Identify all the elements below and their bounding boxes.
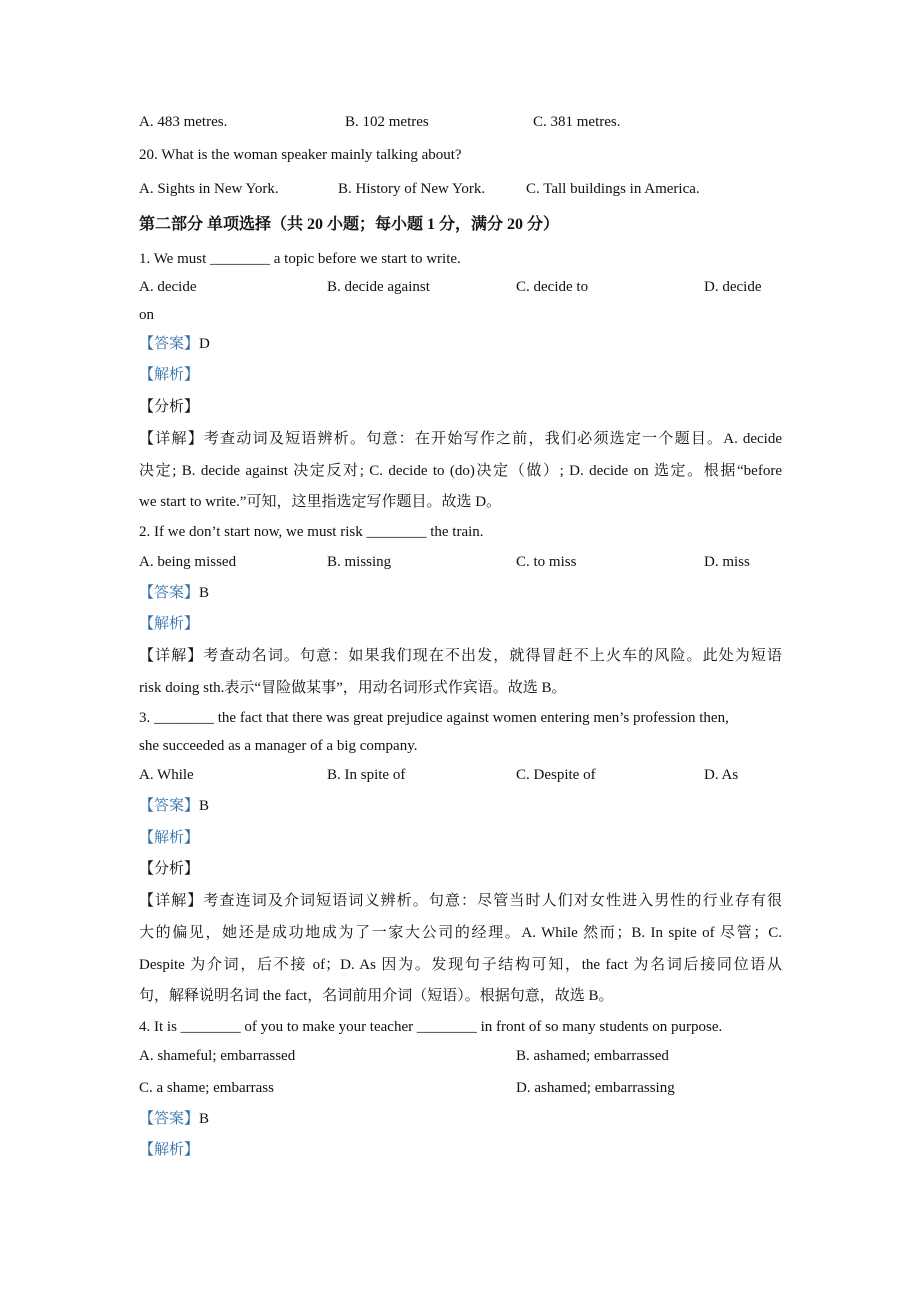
detail-label: 【详解】 — [139, 431, 204, 447]
detail-label: 【详解】 — [139, 893, 204, 909]
q1-option-d: D. decide — [704, 279, 762, 295]
q3-analysis-label: 【解析】 — [139, 830, 200, 846]
q19-option-c: C. 381 metres. — [533, 114, 621, 130]
q4-analysis-label: 【解析】 — [139, 1142, 200, 1158]
q3-detail-line-1 — [139, 891, 782, 911]
q4-option-a: A. shameful; embarrassed — [139, 1048, 296, 1064]
q1-answer — [139, 334, 210, 354]
q3-option-d: D. As — [704, 767, 739, 783]
q2-option-c: C. to miss — [516, 554, 577, 570]
q1-detail-line-2: 决定; B. decide against 决定反对; C. decide to (do)决定（做）; D. decide on 选定。根据“before — [139, 463, 782, 479]
q4-option-c: C. a shame; embarrass — [139, 1080, 274, 1096]
q3-stem-line-1: 3. ________ the fact that there was great prejudice against women entering men’s profession then, — [139, 710, 729, 726]
q1-answer-value: D — [199, 336, 210, 352]
q2-option-a: A. being missed — [139, 554, 237, 570]
detail-label: 【详解】 — [139, 648, 204, 664]
q3-option-c: C. Despite of — [516, 767, 596, 783]
q2-answer-value: B — [199, 585, 210, 601]
answer-label: 【答案】 — [139, 798, 200, 814]
section-title: 第二部分 单项选择（共 20 小题；每小题 1 分，满分 20 分） — [139, 216, 560, 233]
q3-option-a: A. While — [139, 767, 194, 783]
q1-detail-text-1: 考查动词及短语辨析。句意：在开始写作之前，我们必须选定一个题目。A. decide — [203, 431, 782, 447]
q1-detail-line-3: we start to write.”可知，这里指选定写作题目。故选 D。 — [139, 494, 502, 510]
q3-detail-line-4: 句，解释说明名词 the fact，名词前用介词（短语）。根据句意，故选 B。 — [139, 988, 614, 1004]
q1-detail-line-1 — [139, 429, 782, 449]
q20-option-a: A. Sights in New York. — [139, 181, 279, 197]
q19-option-a: A. 483 metres. — [139, 114, 228, 130]
q3-detail-text-1: 考查连词及介词短语词义辨析。句意：尽管当时人们对女性进入男性的行业存有很 — [203, 893, 782, 909]
answer-label: 【答案】 — [139, 336, 200, 352]
q1-option-d-wrap: on — [139, 307, 154, 323]
q2-stem: 2. If we don’t start now, we must risk ________ the train. — [139, 524, 484, 540]
q19-option-b: B. 102 metres — [345, 114, 429, 130]
q20-option-b: B. History of New York. — [338, 181, 486, 197]
q3-stem-line-2: she succeeded as a manager of a big company. — [139, 738, 418, 754]
q20-stem: 20. What is the woman speaker mainly talking about? — [139, 147, 462, 163]
q2-option-d: D. miss — [704, 554, 750, 570]
q2-analysis-label: 【解析】 — [139, 616, 200, 632]
q2-detail-text-1: 考查动名词。句意：如果我们现在不出发，就得冒赶不上火车的风险。此处为短语 — [203, 648, 782, 664]
answer-label: 【答案】 — [139, 1111, 200, 1127]
q3-option-b: B. In spite of — [327, 767, 406, 783]
q1-analysis-label: 【解析】 — [139, 367, 200, 383]
q3-detail-line-3: Despite 为介词，后不接 of；D. As 因为。发现句子结构可知，the fact 为名词后接同位语从 — [139, 957, 782, 973]
q2-detail-line-2: risk doing sth.表示“冒险做某事”，用动名词形式作宾语。故选 B。 — [139, 680, 567, 696]
q1-option-b: B. decide against — [327, 279, 430, 295]
q1-fenxi-label: 【分析】 — [139, 399, 200, 415]
q1-option-a: A. decide — [139, 279, 197, 295]
q2-answer — [139, 583, 209, 603]
q3-answer — [139, 796, 209, 816]
q1-stem: 1. We must ________ a topic before we start to write. — [139, 251, 461, 267]
q4-option-d: D. ashamed; embarrassing — [516, 1080, 675, 1096]
q3-fenxi-label: 【分析】 — [139, 861, 200, 877]
q1-option-c: C. decide to — [516, 279, 589, 295]
q2-option-b: B. missing — [327, 554, 392, 570]
q4-answer-value: B — [199, 1111, 210, 1127]
q4-answer — [139, 1109, 209, 1129]
answer-label: 【答案】 — [139, 585, 200, 601]
q20-option-c: C. Tall buildings in America. — [526, 181, 700, 197]
q4-stem: 4. It is ________ of you to make your teacher ________ in front of so many students on purpose. — [139, 1019, 723, 1035]
q2-detail-line-1 — [139, 646, 782, 666]
q4-option-b: B. ashamed; embarrassed — [516, 1048, 669, 1064]
q3-answer-value: B — [199, 798, 210, 814]
q3-detail-line-2: 大的偏见，她还是成功地成为了一家大公司的经理。A. While 然而；B. In spite of 尽管；C. — [139, 925, 782, 941]
